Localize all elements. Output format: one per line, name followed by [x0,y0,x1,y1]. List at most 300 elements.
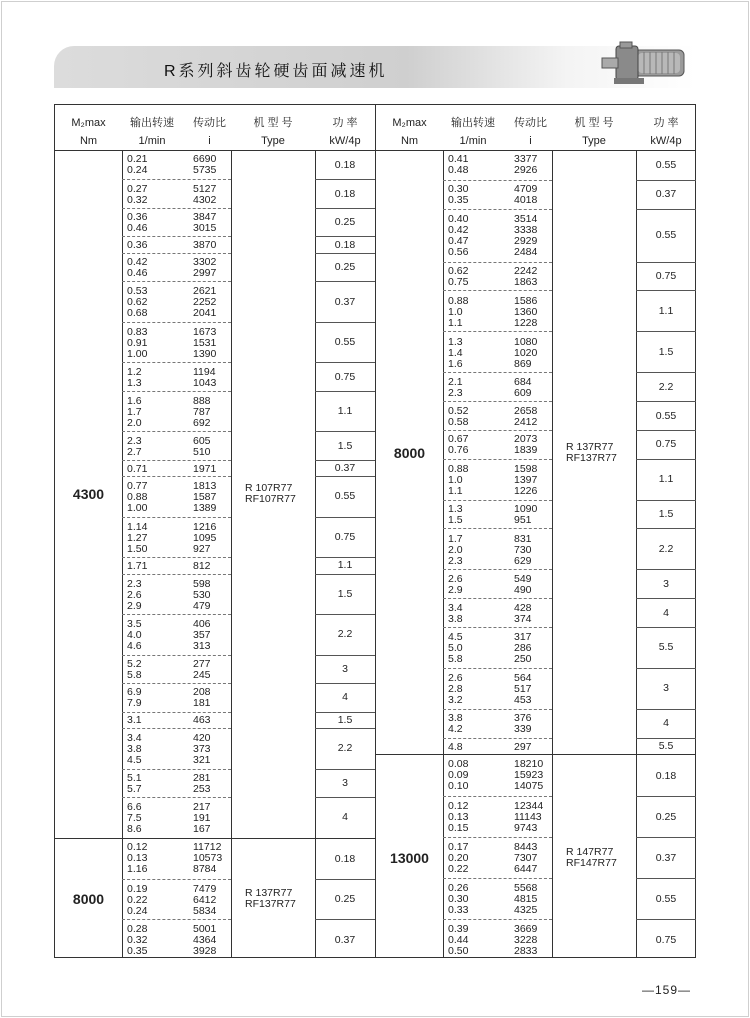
power-value: 1.1 [658,304,674,317]
output-speed [127,464,147,475]
col-speed-title: 输出转速 [451,117,495,129]
speed-value: 7.5 [127,811,142,824]
speed-value: 3.5 [127,618,142,631]
ratio-value: 18210 [514,758,544,771]
ratio-value: 420 [193,731,211,744]
ratio-value: 1587 [193,491,217,504]
ratio [193,619,211,652]
output-speed [127,184,147,206]
speed-value: 4.6 [127,640,142,653]
data-group [122,797,231,837]
power-value: 0.25 [334,216,356,229]
ratio-value: 277 [193,657,211,670]
speed-value: 0.91 [127,336,148,349]
model-type [566,847,636,869]
ratio [514,883,537,916]
speed-value: 0.58 [448,415,469,428]
ratio-value: 2926 [514,164,538,177]
speed-value: 1.00 [127,347,148,360]
speed-value: 0.52 [448,404,469,417]
ratio [193,240,216,251]
data-group [122,208,231,236]
ratio-value: 3870 [193,239,217,252]
power-divider [636,569,696,570]
model-type-line: R 107R77 [245,482,293,495]
ratio-value: 7479 [193,882,217,895]
power-divider [636,738,696,739]
col-type-title: 机 型 号 [574,117,614,129]
output-speed [127,715,142,726]
speed-value: 0.33 [448,904,469,917]
speed-value: 0.47 [448,235,469,248]
power-value: 0.55 [655,159,677,172]
ratio [193,842,222,875]
ratio-value: 1216 [193,520,217,533]
speed-value: 5.7 [127,782,142,795]
power-value: 0.55 [334,336,356,349]
data-group [122,879,231,919]
ratio-value: 6412 [193,893,217,906]
data-group [122,460,231,476]
page-number: —159— [642,983,692,997]
ratio-value: 1043 [193,376,217,389]
power-value: 2.2 [337,742,353,755]
speed-value: 0.13 [127,852,148,865]
ratio-value: 490 [514,583,532,596]
ratio-value: 1531 [193,336,217,349]
col-power [315,114,375,150]
speed-value: 0.88 [127,491,148,504]
ratio [193,579,211,612]
speed-value: 0.08 [448,758,469,771]
data-group [122,655,231,683]
ratio-value: 888 [193,394,211,407]
ratio-value: 598 [193,577,211,590]
speed-value: 0.50 [448,945,469,958]
speed-value: 2.7 [127,445,142,458]
power-value: 4 [342,811,348,824]
power-value: 0.18 [655,769,677,782]
ratio [514,632,532,665]
torque-section [376,151,695,754]
power-value: 0.75 [334,370,356,383]
ratio-value: 4815 [514,893,538,906]
power-divider [636,430,696,431]
speed-value: 0.83 [127,325,148,338]
speed-value: 2.3 [448,554,463,567]
model-type-line: R 137R77 [566,440,614,453]
output-speed [448,742,463,753]
table-header [376,105,695,151]
power-value: 0.55 [655,229,677,242]
output-speed [448,337,463,370]
ratio [193,154,216,176]
power-divider [315,281,375,282]
speed-value: 0.77 [127,480,148,493]
ratio-value: 4709 [514,183,538,196]
data-group [443,627,552,668]
ratio-value: 1813 [193,480,217,493]
ratio [193,802,211,835]
output-speed [127,924,147,957]
data-group [443,459,552,500]
torque-section [55,838,375,959]
power-divider [636,290,696,291]
ratio-value: 281 [193,771,211,784]
ratio-value: 3015 [193,222,217,235]
ratio-value: 2041 [193,307,217,320]
power-divider [636,528,696,529]
ratio-value: 317 [514,631,532,644]
col-type [552,114,636,150]
speed-value: 0.17 [448,841,469,854]
ratio [514,504,537,526]
output-speed [448,534,463,567]
speed-value: 2.6 [127,588,142,601]
col-power-unit: kW/4p [650,135,682,147]
ratio-value: 339 [514,723,532,736]
ratio [514,406,537,428]
power-divider [315,179,375,180]
left-table [54,104,376,958]
ratio-value: 3377 [514,153,538,166]
data-group [122,281,231,321]
data-group [443,209,552,262]
ratio-value: 564 [514,672,532,685]
ratio-value: 3669 [514,923,538,936]
power-value: 2.2 [658,542,674,555]
col-power-title: 功 率 [332,117,358,129]
speed-value: 6.6 [127,800,142,813]
ratio-value: 321 [193,753,211,766]
data-group [122,712,231,728]
power-value: 0.25 [334,261,356,274]
ratio-value: 812 [193,559,211,572]
power-divider [636,668,696,669]
speed-value: 1.27 [127,531,148,544]
speed-value: 3.2 [448,694,463,707]
ratio-value: 250 [514,653,532,666]
col-type-unit: Type [582,135,606,147]
speed-value: 0.32 [127,193,148,206]
power-value: 5.5 [658,641,674,654]
power-value: 0.37 [334,295,356,308]
output-speed [127,687,142,709]
speed-value: 0.21 [127,153,148,166]
power-value: 4 [663,717,669,730]
ratio-value: 374 [514,612,532,625]
power-divider [315,879,375,880]
power-value: 4 [342,691,348,704]
output-speed [127,154,147,176]
ratio [514,337,537,370]
ratio-value: 1390 [193,347,217,360]
torque-value: 8000 [72,891,105,908]
speed-value: 0.40 [448,213,469,226]
output-speed [448,377,463,399]
speed-value: 3.4 [448,601,463,614]
col-power-unit: kW/4p [329,135,361,147]
ratio-value: 2833 [514,945,538,958]
speed-value: 0.39 [448,923,469,936]
power-value: 0.75 [334,530,356,543]
ratio-value: 428 [514,601,532,614]
ratio-value: 208 [193,686,211,699]
output-speed [127,842,147,875]
ratio-value: 549 [514,572,532,585]
output-speed [448,603,463,625]
power-value: 0.18 [334,238,356,251]
speed-value: 1.0 [448,305,463,318]
speed-value: 0.22 [127,893,148,906]
power-divider [636,796,696,797]
power-value: 0.18 [334,187,356,200]
speed-value: 0.62 [127,296,148,309]
torque-value: 13000 [390,849,429,866]
speed-value: 2.3 [127,577,142,590]
speed-value: 2.3 [448,386,463,399]
ratio-value: 2658 [514,404,538,417]
speed-value: 0.15 [448,822,469,835]
speed-value: 0.48 [448,164,469,177]
speed-value: 3.4 [127,731,142,744]
ratio-value: 1080 [514,335,538,348]
power-value: 3 [342,776,348,789]
speed-value: 0.19 [127,882,148,895]
ratio-value: 1194 [193,365,216,378]
speed-value: 1.50 [127,542,148,555]
ratio-value: 629 [514,554,532,567]
power-divider [636,331,696,332]
output-speed [448,632,463,665]
ratio-value: 1389 [193,502,217,515]
speed-value: 1.16 [127,863,148,876]
output-speed [127,212,147,234]
ratio-value: 5001 [193,923,217,936]
output-speed [127,619,142,652]
output-speed [448,214,468,258]
speed-value: 0.12 [448,800,469,813]
output-speed [448,406,468,428]
ratio-value: 1673 [193,325,217,338]
output-speed [448,924,468,957]
speed-value: 1.1 [448,484,463,497]
speed-value: 1.0 [448,473,463,486]
data-group [122,919,231,959]
speed-value: 0.32 [127,934,148,947]
power-divider [315,797,375,798]
speed-value: 1.7 [127,405,142,418]
ratio-value: 530 [193,588,211,601]
ratio-value: 5568 [514,882,538,895]
output-speed [448,464,468,497]
ratio [514,801,543,834]
power-divider [315,655,375,656]
col-type-title: 机 型 号 [253,117,293,129]
power-divider [636,878,696,879]
power-divider [315,460,375,461]
col-speed [443,114,503,150]
power-value: 0.37 [655,188,677,201]
speed-value: 2.3 [127,434,142,447]
ratio-value: 3847 [193,211,217,224]
col-type [231,114,315,150]
data-group [443,430,552,459]
ratio-value: 3338 [514,224,538,237]
power-value: 3 [663,577,669,590]
data-group [122,574,231,614]
col-speed-unit: 1/min [459,135,487,147]
speed-value: 2.0 [448,543,463,556]
col-ratio-unit: i [529,135,532,147]
ratio [193,733,211,766]
col-power [636,114,696,150]
speed-value: 1.1 [448,316,463,329]
power-divider [315,557,375,558]
output-speed [127,396,142,429]
data-group [122,431,231,459]
power-value: 2.2 [337,628,353,641]
speed-value: 5.2 [127,657,142,670]
power-divider [315,769,375,770]
power-value: 1.5 [658,508,674,521]
power-value: 0.75 [655,270,677,283]
ratio-value: 12344 [514,800,544,813]
power-divider [315,574,375,575]
ratio-value: 2621 [193,285,217,298]
ratio-value: 297 [514,740,532,753]
ratio-value: 453 [514,694,532,707]
ratio [193,924,216,957]
model-type [566,442,636,464]
power-value: 0.75 [655,933,677,946]
ratio [514,924,537,957]
speed-value: 1.2 [127,365,142,378]
speed-value: 4.8 [448,740,463,753]
ratio-value: 927 [193,542,211,555]
output-speed [448,713,463,735]
ratio-value: 14075 [514,780,544,793]
power-value: 0.55 [655,892,677,905]
ratio-value: 7307 [514,852,538,865]
speed-value: 0.44 [448,934,469,947]
power-value: 0.55 [655,409,677,422]
ratio-value: 191 [193,811,211,824]
speed-value: 0.26 [448,882,469,895]
power-divider [315,362,375,363]
ratio [514,184,537,206]
col-ratio [503,114,558,150]
data-group [443,668,552,709]
ratio [514,673,532,706]
ratio-value: 4364 [193,934,217,947]
data-group [122,476,231,516]
speed-value: 0.28 [127,923,148,936]
output-speed [127,286,147,319]
data-group [122,557,231,573]
speed-value: 7.9 [127,697,142,710]
ratio [193,481,216,514]
data-group [443,709,552,738]
ratio-value: 4325 [514,904,538,917]
output-speed [127,579,142,612]
output-speed [448,759,468,792]
power-value: 1.5 [337,439,353,452]
data-group [443,528,552,569]
ratio-value: 831 [514,532,532,545]
power-value: 0.75 [655,438,677,451]
data-group [443,372,552,401]
power-divider [636,598,696,599]
ratio [193,773,211,795]
ratio-value: 10573 [193,852,223,865]
power-divider [636,262,696,263]
power-divider [315,683,375,684]
output-speed [448,434,468,456]
ratio [193,286,216,319]
data-group [443,500,552,529]
data-group [443,796,552,837]
ratio-value: 605 [193,434,211,447]
speed-value: 0.76 [448,444,469,457]
speed-value: 4.5 [448,631,463,644]
ratio-value: 1228 [514,316,538,329]
ratio [193,687,211,709]
data-group [443,598,552,627]
col-m2max-title: M₂max [71,117,106,129]
data-group [122,728,231,768]
speed-value: 1.5 [448,514,463,527]
speed-value: 0.27 [127,182,148,195]
speed-value: 1.4 [448,346,463,359]
speed-value: 5.8 [127,668,142,681]
power-value: 1.1 [337,405,353,418]
ratio [193,327,216,360]
ratio [514,534,532,567]
ratio-value: 1090 [514,503,538,516]
power-divider [315,431,375,432]
ratio [193,464,216,475]
col-ratio-unit: i [208,135,211,147]
ratio [514,434,537,456]
ratio-value: 217 [193,800,211,813]
ratio [514,742,532,753]
ratio-value: 609 [514,386,532,399]
table-header [55,105,375,151]
ratio [193,257,216,279]
ratio-value: 286 [514,642,532,655]
ratio-value: 1971 [193,462,217,475]
power-divider [636,372,696,373]
ratio-value: 8443 [514,841,538,854]
ratio-value: 1226 [514,484,538,497]
ratio-value: 4302 [193,193,217,206]
speed-value: 0.62 [448,265,469,278]
ratio-value: 3228 [514,934,538,947]
speed-value: 1.3 [448,335,463,348]
ratio-value: 1586 [514,294,538,307]
speed-value: 3.8 [448,612,463,625]
speed-value: 0.68 [127,307,148,320]
speed-value: 0.56 [448,246,469,259]
data-group [122,322,231,362]
data-group [443,401,552,430]
speed-value: 5.8 [448,653,463,666]
ratio-value: 5127 [193,182,217,195]
speed-value: 0.13 [448,811,469,824]
speed-value: 2.6 [448,672,463,685]
ratio-value: 373 [193,742,211,755]
